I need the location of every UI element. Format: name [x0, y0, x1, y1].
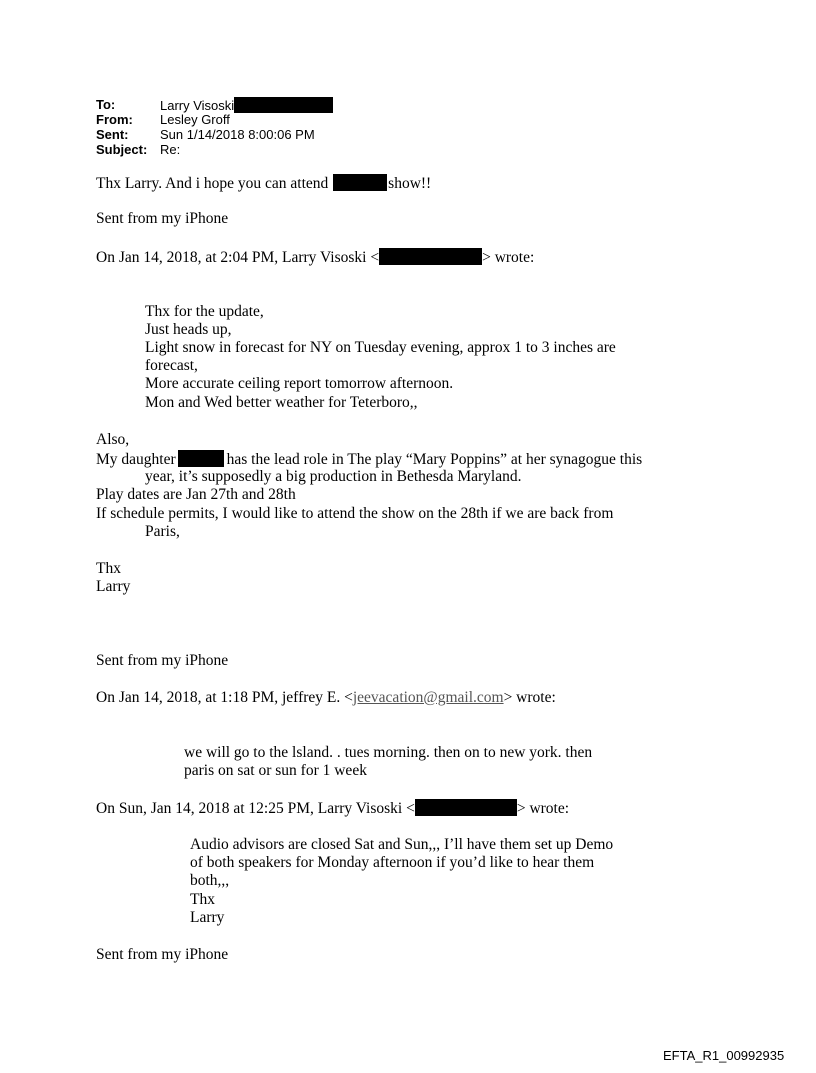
- doc-id: EFTA_R1_00992935: [663, 1048, 785, 1063]
- quote1-intro: [96, 248, 534, 267]
- redaction-bar: [178, 450, 224, 467]
- email-link[interactable]: jeevacation@gmail.com: [352, 689, 504, 706]
- reply-signature: Sent from my iPhone: [96, 210, 229, 227]
- quote2-intro-a: On Jan 14, 2018, at 1:18 PM, jeffrey E. <: [96, 689, 353, 706]
- quote3-line-2: of both speakers for Monday afternoon if you’d like to hear them: [190, 854, 595, 871]
- from-label: From:: [96, 112, 133, 127]
- quote1-line-1: Thx for the update,: [145, 303, 264, 320]
- to-value: [160, 97, 333, 113]
- reply-line: [96, 174, 431, 193]
- quote3-signature: Sent from my iPhone: [96, 946, 229, 963]
- quote3-line-1: Audio advisors are closed Sat and Sun,,, I’ll have them set up Demo: [190, 836, 614, 853]
- quote1-line-3: Light snow in forecast for NY on Tuesday evening, approx 1 to 3 inches are: [145, 339, 616, 356]
- quote3-intro-b: > wrote:: [516, 800, 570, 817]
- quote3-intro-a: On Sun, Jan 14, 2018 at 12:25 PM, Larry Visoski <: [96, 800, 415, 817]
- quote1-line-2: Just heads up,: [145, 321, 232, 338]
- quote3-line-4: Thx: [190, 891, 215, 908]
- quote1-daughter-a: My daughter: [96, 451, 176, 468]
- quote1-play-dates: Play dates are Jan 27th and 28th: [96, 486, 296, 503]
- quote1-line-5: More accurate ceiling report tomorrow afternoon.: [145, 375, 454, 392]
- quote3-line-3: both,,,: [190, 872, 230, 889]
- sent-value: Sun 1/14/2018 8:00:06 PM: [160, 127, 315, 142]
- subject-label: Subject:: [96, 142, 148, 157]
- quote1-name: Larry: [96, 578, 131, 595]
- quote2-line-1: we will go to the lsland. . tues morning. then on to new york. then: [184, 744, 593, 761]
- quote1-schedule: If schedule permits, I would like to attend the show on the 28th if we are back from: [96, 505, 614, 522]
- quote1-signature: Sent from my iPhone: [96, 652, 229, 669]
- sent-label: Sent:: [96, 127, 129, 142]
- quote3-intro: [96, 799, 569, 818]
- quote1-also: Also,: [96, 431, 130, 448]
- quote1-schedule-cont: Paris,: [145, 523, 180, 540]
- quote2-intro-b: > wrote:: [503, 689, 556, 706]
- redaction-bar: [415, 799, 517, 816]
- quote2-intro: [96, 689, 556, 707]
- redaction-bar: [234, 97, 333, 113]
- reply-text-b: show!!: [388, 175, 432, 192]
- quote3-line-5: Larry: [190, 909, 225, 926]
- quote1-line-6: Mon and Wed better weather for Teterboro,,: [145, 394, 418, 411]
- to-label: To:: [96, 97, 116, 112]
- from-value: Lesley Groff: [160, 112, 230, 127]
- quote1-daughter-b: has the lead role in The play “Mary Poppins” at her synagogue this: [226, 451, 643, 468]
- quote1-thx: Thx: [96, 560, 121, 577]
- redaction-bar: [333, 174, 387, 191]
- quote1-intro-b: > wrote:: [482, 249, 535, 266]
- reply-text-a: Thx Larry. And i hope you can attend: [96, 175, 329, 192]
- quote2-line-2: paris on sat or sun for 1 week: [184, 762, 367, 779]
- redaction-bar: [379, 248, 482, 265]
- subject-value: Re:: [160, 142, 181, 157]
- quote1-daughter-cont: year, it’s supposedly a big production in Bethesda Maryland.: [145, 468, 522, 485]
- to-name: Larry Visoski: [160, 98, 235, 113]
- quote1-daughter: [96, 450, 642, 469]
- quote1-line-4: forecast,: [145, 357, 198, 374]
- quote1-intro-a: On Jan 14, 2018, at 2:04 PM, Larry Visoski <: [96, 249, 380, 266]
